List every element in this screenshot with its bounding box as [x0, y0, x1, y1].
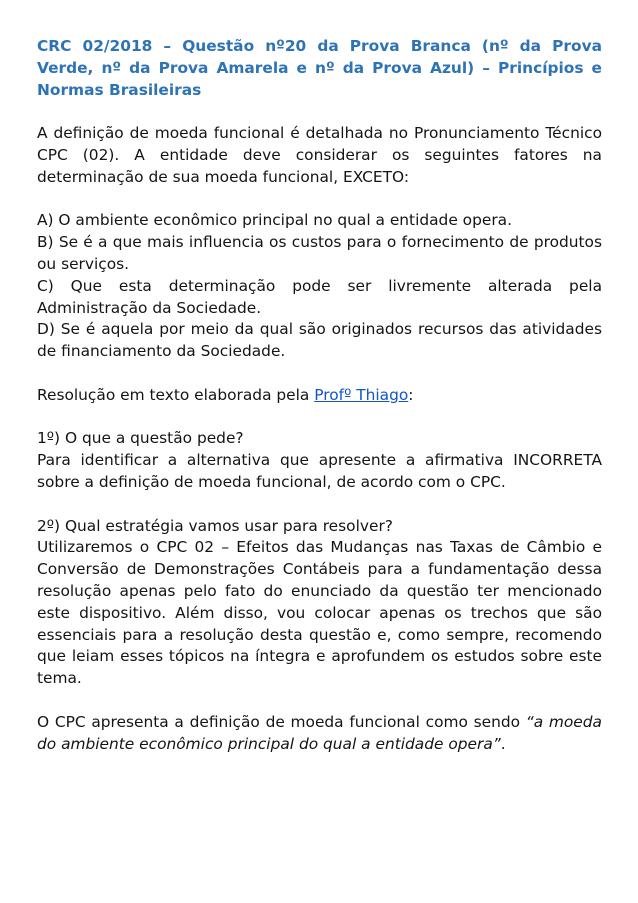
option-d: D) Se é aquela por meio da qual são originados recursos das atividades de financiamento da Sociedade. — [37, 320, 602, 361]
spacer — [37, 690, 602, 712]
step2-heading: 2º) Qual estratégia vamos usar para resolver? — [37, 516, 393, 535]
step1-heading: 1º) O que a questão pede? — [37, 429, 244, 448]
resolution-line — [37, 385, 602, 407]
spacer — [37, 407, 602, 429]
step2-body: Utilizaremos o CPC 02 – Efeitos das Mudanças nas Taxas de Câmbio e Conversão de Demonstrações Contábeis para a fundamentação dessa resolução apenas pelo fato do enunciado da questão ter mencionado este dispositivo. Além disso, vou colocar apenas os trechos que são essenciais para a resolução desta questão e, como sempre, recomendo que leiam esses tópicos na íntegra e aprofundem os estudos sobre este tema. — [37, 538, 602, 688]
closing-suffix: . — [500, 734, 506, 753]
step1-body: Para identificar a alternativa que apresente a afirmativa INCORRETA sobre a definição de moeda funcional, de acordo com o CPC. — [37, 451, 602, 491]
option-b: B) Se é a que mais influencia os custos para o fornecimento de produtos ou serviços. — [37, 233, 602, 273]
spacer — [37, 101, 602, 123]
question-text: A definição de moeda funcional é detalhada no Pronunciamento Técnico CPC (02). A entidade deve considerar os seguintes fatores na determinação de sua moeda funcional, EXCETO: — [37, 124, 602, 186]
closing-quote: “a moeda do ambiente econômico principal do qual a entidade opera” — [37, 712, 602, 753]
spacer — [37, 363, 602, 385]
spacer — [37, 189, 602, 211]
document-page — [37, 36, 602, 755]
option-c: C) Que esta determinação pode ser livremente alterada pela Administração da Sociedade. — [37, 276, 602, 317]
author-link[interactable]: Profº Thiago — [314, 385, 409, 404]
resolution-suffix: : — [408, 385, 414, 404]
document-title: CRC 02/2018 – Questão nº20 da Prova Branca (nº da Prova Verde, nº da Prova Amarela e nº da Prova Azul) – Princípios e Normas Brasileiras — [37, 37, 602, 99]
closing-prefix: O CPC apresenta a definição de moeda funcional como sendo — [37, 712, 526, 731]
spacer — [37, 494, 602, 516]
resolution-prefix: Resolução em texto elaborada pela — [37, 385, 315, 404]
closing-paragraph — [37, 712, 602, 756]
option-a: A) O ambiente econômico principal no qual a entidade opera. — [37, 211, 512, 230]
